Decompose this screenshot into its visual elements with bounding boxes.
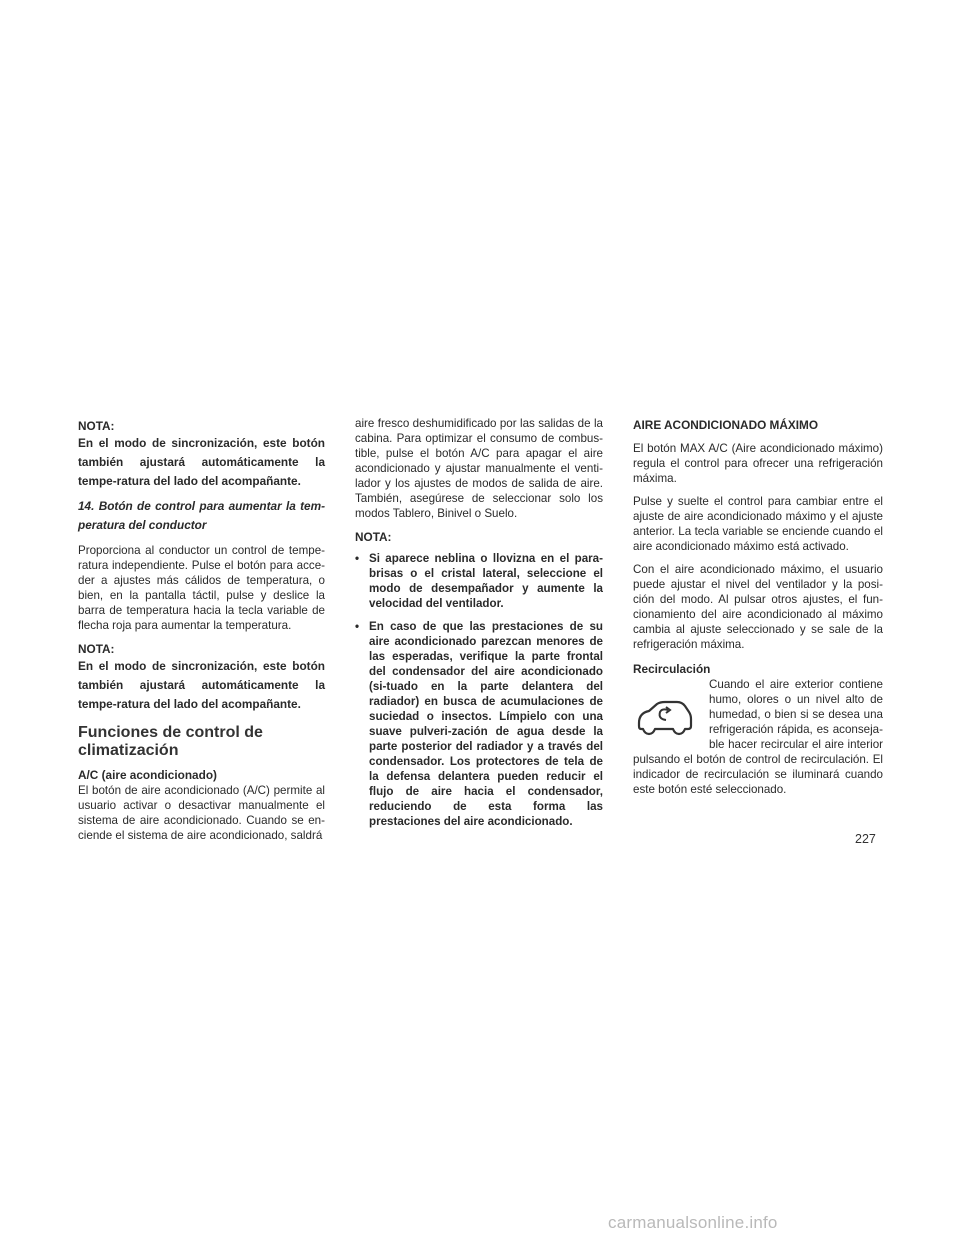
recirculation-block — [633, 677, 883, 797]
ac-body: El botón de aire acondicionado (A/C) permite al usuario activar o desactivar manualmente el sistema de aire acondicionado. Cuando se en-ciende el sistema de aire acondicionado, saldrá — [78, 784, 325, 842]
max-ac-paragraph: Pulse y suelte el control para cambiar entre el ajuste de aire acondicionado máximo y el ajuste anterior. La tecla variable se enciende cuando el aire acondicionado máximo está activado. — [633, 495, 883, 553]
note-body: En el modo de sincronización, este botón también ajustará automáticamente la tempe-ratura del lado del acompañante. — [78, 436, 325, 488]
max-ac-paragraph: El botón MAX A/C (Aire acondicionado máximo) regula el control para ofrecer una refrigeración máxima. — [633, 442, 883, 485]
note-body: En el modo de sincronización, este botón también ajustará automáticamente la tempe-ratura del lado del acompañante. — [78, 659, 325, 711]
bullet-icon: • — [355, 620, 360, 633]
section-title: Funciones de control de climatización — [78, 724, 263, 759]
ac-body-continued: aire fresco deshumidificado por las salidas de la cabina. Para optimizar el consumo de combus-tible, pulse el botón A/C para apagar el aire acondicionado y ajustar manualmente el venti-lador y los ajustes de modos de salida de aire. También, asegúrese de seleccionar solo los modos Tablero, Binivel o Suelo. — [355, 417, 603, 520]
column-right — [633, 418, 883, 797]
watermark: carmanualsonline.info — [608, 1213, 778, 1232]
page-number: 227 — [855, 832, 876, 846]
list-item: • Si aparece neblina o llovizna en el para-brisas o el cristal lateral, seleccione el modo de desempañador y aumente la velocidad del ventilador. — [355, 552, 603, 610]
note-heading: NOTA: — [78, 642, 115, 656]
note-heading: NOTA: — [78, 419, 115, 433]
item-14-title: 14. Botón de control para aumentar la tem-peratura del conductor — [78, 499, 325, 532]
list-item: • En caso de que las prestaciones de su aire acondicionado parezcan menores de las esperadas, verifique la parte frontal del condensador del aire acondicionado (si-tuado en la parte delantera del radiador) en busca de acumulaciones de suciedad o insectos. Límpielo con una suave pulveri-zación de agua desde la parte posterior del radiador y a través del condensador. Los protectores de tela de la defensa delantera pueden reducir el flujo de aire hacia el condensador, reduciendo de esta forma las prestaciones del aire acondicionado. — [355, 620, 603, 828]
note-heading: NOTA: — [355, 530, 392, 544]
max-ac-paragraph: Con el aire acondicionado máximo, el usuario puede ajustar el nivel del ventilador y la posi-ción del modo. Al pulsar otros ajustes, el fun-cionamiento del aire acondicionado al máximo cambia al ajuste seleccionado y se sale de la refrigeración máxima. — [633, 563, 883, 651]
recirculation-heading: Recirculación — [633, 662, 711, 676]
max-ac-heading: AIRE ACONDICIONADO MÁXIMO — [633, 418, 819, 432]
bullet-icon: • — [355, 552, 360, 565]
item-14-body: Proporciona al conductor un control de tempe-ratura independiente. Pulse el botón para acce-der a ajustes más cálidos de temperatura, o bien, en la pantalla táctil, pulse y deslice la barra de temperatura hacia la tecla variable de flecha roja para aumentar la temperatura. — [78, 544, 325, 632]
column-middle — [355, 416, 603, 837]
recirculation-body: Cuando el aire exterior contiene humo, olores o un nivel alto de humedad, o bien si se desea una refrigeración rápida, es aconseja-ble hacer recircular el aire interior pulsando el botón de control de recirculación. El indicador de recirculación se iluminará cuando este botón esté seleccionado. — [633, 678, 883, 796]
note-bullet-list — [355, 551, 603, 829]
ac-subheading: A/C (aire acondicionado) — [78, 768, 217, 782]
recirculation-car-icon — [633, 699, 695, 737]
column-left — [78, 418, 325, 843]
